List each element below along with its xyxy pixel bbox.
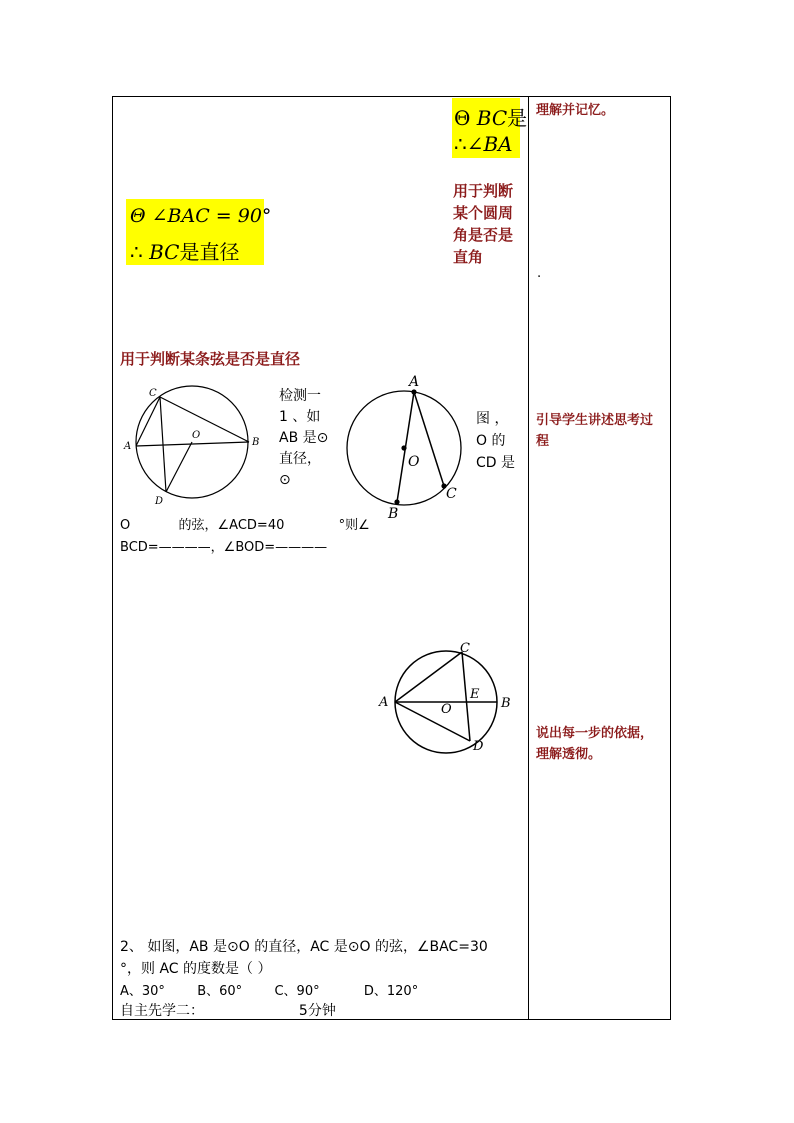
problem-1-line-1: 1 、如 xyxy=(279,409,321,425)
figure-3-circle-diagram xyxy=(374,638,522,760)
top-math-line1-suffix: 是 xyxy=(507,106,528,130)
inscribed-angle-note xyxy=(453,180,513,268)
top-math-line1-prefix: Θ xyxy=(454,106,477,130)
problem-2-line-2: °，则 AC 的度数是（ ） xyxy=(120,961,272,977)
fig3-label-c: C xyxy=(460,641,470,656)
top-math-box xyxy=(452,98,528,158)
inscribed-note-line-4: 直角 xyxy=(453,248,484,266)
left-math-line1: Θ ∠BAC = 90° xyxy=(130,205,272,227)
left-math-box xyxy=(126,199,272,265)
inscribed-note-line-3: 角是否是 xyxy=(453,226,514,244)
figure-1-circle-diagram xyxy=(118,380,260,508)
fig3-label-e: E xyxy=(470,687,480,702)
inscribed-note-line-1: 用于判断 xyxy=(453,182,514,200)
inscribed-note-line-2: 某个圆周 xyxy=(453,204,514,222)
right-note-3-line-2: 理解透彻。 xyxy=(536,747,602,762)
fig1-label-a: A xyxy=(124,441,132,452)
problem-1-bottom-chord: 的弦，∠ACD=40 xyxy=(178,518,285,533)
right-note-3-line-1: 说出每一步的依据， xyxy=(536,726,654,741)
fig1-label-c: C xyxy=(149,388,157,399)
fig1-label-d: D xyxy=(155,496,164,507)
problem-1-right-line-1: 图 ， xyxy=(476,411,509,427)
right-note-2-line-1: 引导学生讲述思考过 xyxy=(536,413,654,428)
left-math-line2-prefix: ∴ xyxy=(130,240,150,264)
problem-1-bottom-angle: °则∠ xyxy=(338,518,370,533)
self-study-row xyxy=(120,1000,336,1020)
chord-note: 用于判断某条弦是否是直径 xyxy=(120,350,301,368)
problem-1-bottom-line-2: BCD=————，∠BOD=———— xyxy=(120,540,328,555)
top-math-line2-prefix: ∴∠ xyxy=(454,132,484,156)
problem-1-line-4: ⊙ xyxy=(279,472,291,488)
fig3-label-b: B xyxy=(501,696,511,711)
fig3-label-o: O xyxy=(441,702,452,717)
right-note-3 xyxy=(536,723,653,765)
right-note-1: 理解并记忆。 xyxy=(536,103,615,118)
option-d: D、120° xyxy=(363,984,419,999)
self-study-label: 自主先学二： xyxy=(120,1003,204,1019)
fig1-label-o: O xyxy=(192,430,201,441)
problem-1-heading: 检测一 xyxy=(279,388,321,404)
right-dot: . xyxy=(537,266,542,281)
problem-1-left-text xyxy=(279,386,328,491)
fig3-label-d: D xyxy=(473,739,484,754)
fig1-label-b: B xyxy=(252,437,260,448)
fig2-label-c: C xyxy=(446,486,457,502)
option-a: A、30° xyxy=(120,984,165,999)
top-math-line2-var: BA xyxy=(483,132,513,156)
right-note-2 xyxy=(536,410,653,452)
column-divider xyxy=(528,96,529,1020)
problem-1-right-line-3: CD 是 xyxy=(476,455,516,471)
problem-1-right-text xyxy=(476,408,528,474)
left-math-line2-suffix: 是直径 xyxy=(179,240,240,264)
problem-2-line-1: 2、 如图，AB 是⊙O 的直径，AC 是⊙O 的弦，∠BAC=30 xyxy=(120,939,488,955)
problem-1-bottom-o: O xyxy=(120,518,131,533)
self-study-time: 5分钟 xyxy=(298,1003,336,1019)
problem-1-line-2: AB 是⊙ xyxy=(279,430,329,446)
left-math-line2-var: BC xyxy=(149,240,180,264)
fig3-label-a: A xyxy=(379,695,389,710)
top-math-line1-var: BC xyxy=(476,106,508,130)
fig2-label-b: B xyxy=(388,506,399,522)
option-c: C、90° xyxy=(274,984,320,999)
fig2-label-a: A xyxy=(409,374,420,390)
problem-1-bottom-line-1 xyxy=(120,514,370,533)
problem-1-right-line-2: O 的 xyxy=(476,433,506,449)
problem-2-options xyxy=(120,980,418,999)
option-b: B、60° xyxy=(197,984,243,999)
figure-2-circle-diagram xyxy=(345,372,470,520)
problem-1-line-3: 直径， xyxy=(279,451,321,467)
fig2-label-o: O xyxy=(408,454,420,470)
right-note-2-line-2: 程 xyxy=(536,434,550,449)
